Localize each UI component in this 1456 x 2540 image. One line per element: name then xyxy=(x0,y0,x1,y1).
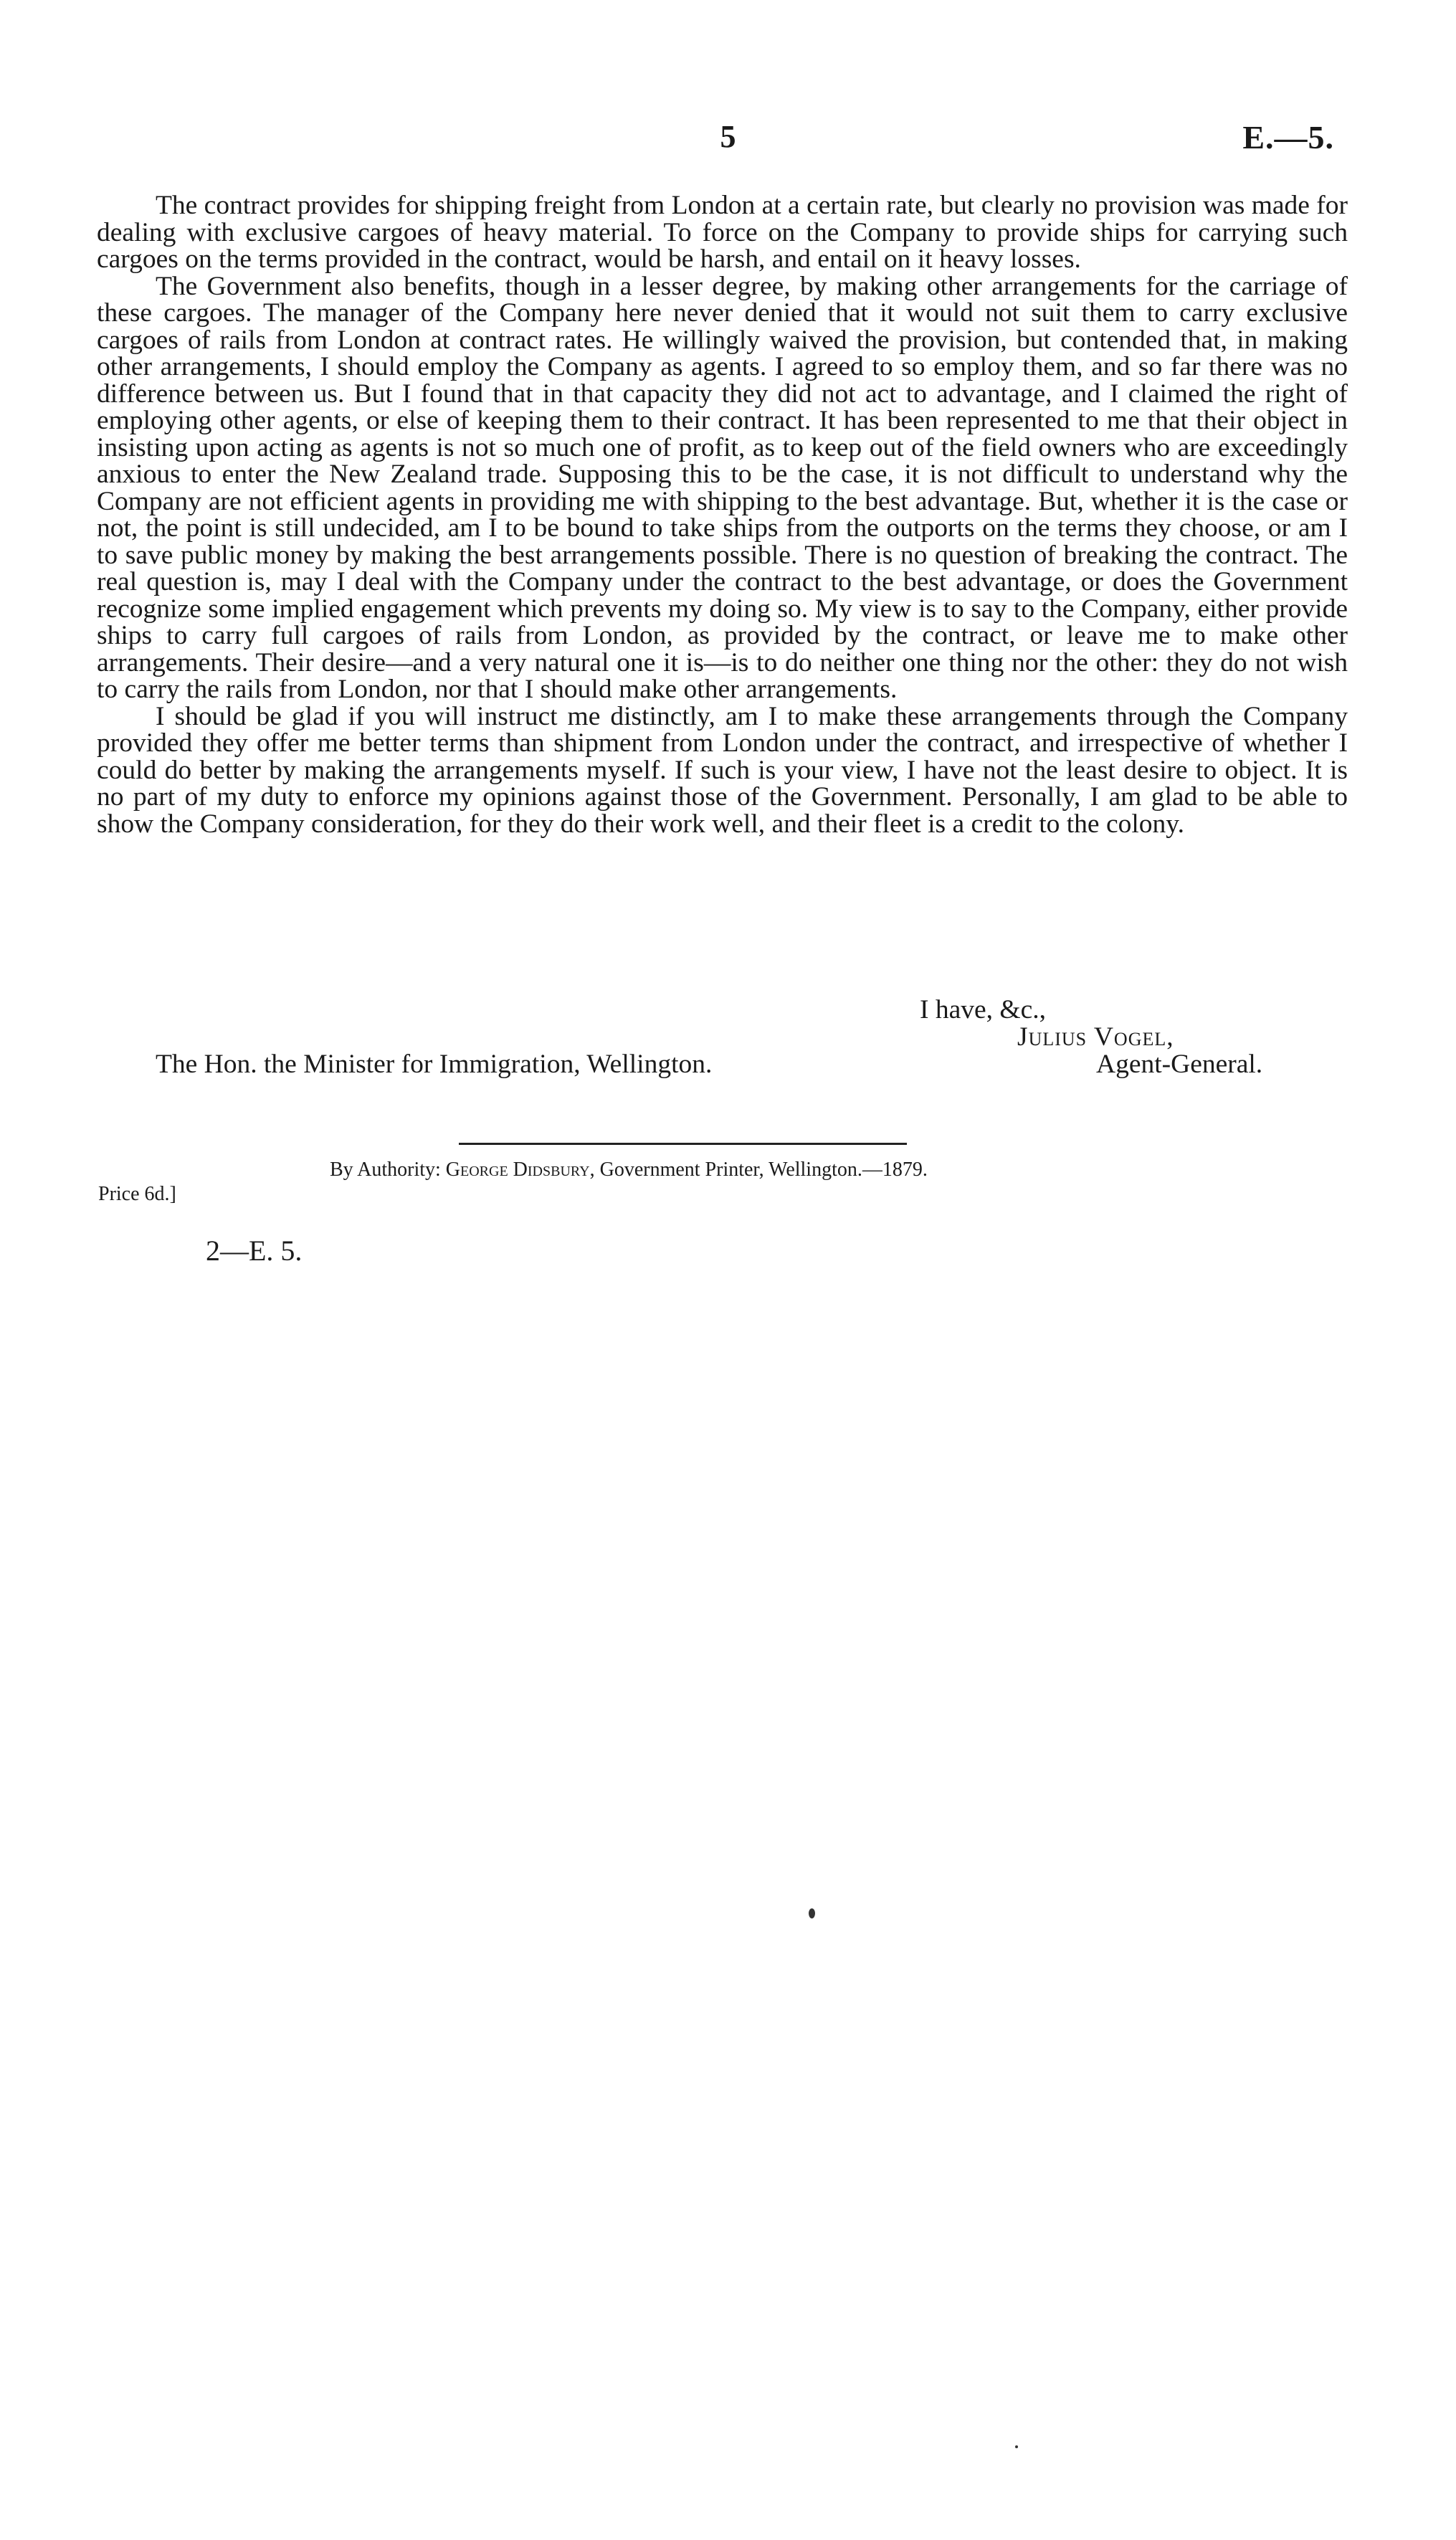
document-reference: E.—5. xyxy=(1242,119,1334,156)
ink-speck xyxy=(809,1908,815,1918)
imprint-prefix: By Authority: xyxy=(330,1159,441,1181)
signature-name: Julius Vogel, xyxy=(1017,1022,1174,1052)
page-number: 5 xyxy=(720,119,736,154)
imprint-suffix: Government Printer, Wellington.—1879. xyxy=(599,1159,928,1181)
body-paragraph: I should be glad if you will instruct me distinctly, am I to make these arrangements through the Company provided they offer me better terms than shipment from London under the contract, and irrespective of whether I could do better by making the arrangements myself. If such is your view, I have not the least desire to object. It is no part of my duty to enforce my opinions against those of the Government. Personally, I am glad to be able to show the Company consideration, for they do their work well, and their fleet is a credit to the colony. xyxy=(97,701,1348,839)
ink-speck xyxy=(1015,2445,1018,2448)
sheet-signature-mark: 2—E. 5. xyxy=(206,1235,303,1267)
letter-body xyxy=(97,192,1348,837)
printer-name: George Didsbury, xyxy=(445,1159,595,1181)
body-paragraph: The contract provides for shipping freight from London at a certain rate, but clearly no provision was made for dealing with exclusive cargoes of heavy material. To force on the Company to provide ships for carrying such cargoes on the terms provided in the contract, would be harsh, and entail on it heavy losses. xyxy=(97,191,1348,274)
addressee-line: The Hon. the Minister for Immigration, Wellington. xyxy=(156,1050,713,1079)
price-note: Price 6d.] xyxy=(98,1183,176,1205)
letter-closing: I have, &c., xyxy=(920,995,1046,1024)
footer-rule xyxy=(459,1143,907,1145)
body-paragraph: The Government also benefits, though in a lesser degree, by making other arrangements for the carriage of these cargoes. The manager of the Company here never denied that it would not suit them to carry exclusive cargoes of rails from London at contract rates. He willingly waived the provision, but contended that, in making other arrangements, I should employ the Company as agents. I agreed to so employ them, and so far there was no difference between us. But I found that in that capacity they did not act to advantage, and I claimed the right of employing other agents, or else of keeping them to their contract. It has been represented to me that their object in insisting upon acting as agents is not so much one of profit, as to keep out of the field owners who are exceedingly anxious to enter the New Zealand trade. Supposing this to be the case, it is not difficult to understand why the Company are not efficient agents in providing me with shipping to the best advantage. But, whether it is the case or not, the point is still undecided, am I to be bound to take ships from the outports on the terms they choose, or am I to save public money by making the best arrangements possible. There is no question of breaking the contract. The real question is, may I deal with the Company under the contract to the best advantage, or does the Government recognize some implied engagement which prevents my doing so. My view is to say to the Company, either provide ships to carry full cargoes of rails from London, as provided by the contract, or leave me to make other arrangements. Their desire—and a very natural one it is—is to do neither one thing nor the other: they do not wish to carry the rails from London, nor that I should make other arrangements. xyxy=(97,271,1348,704)
signatory-title: Agent-General. xyxy=(1096,1050,1263,1079)
printer-imprint xyxy=(330,1159,928,1181)
